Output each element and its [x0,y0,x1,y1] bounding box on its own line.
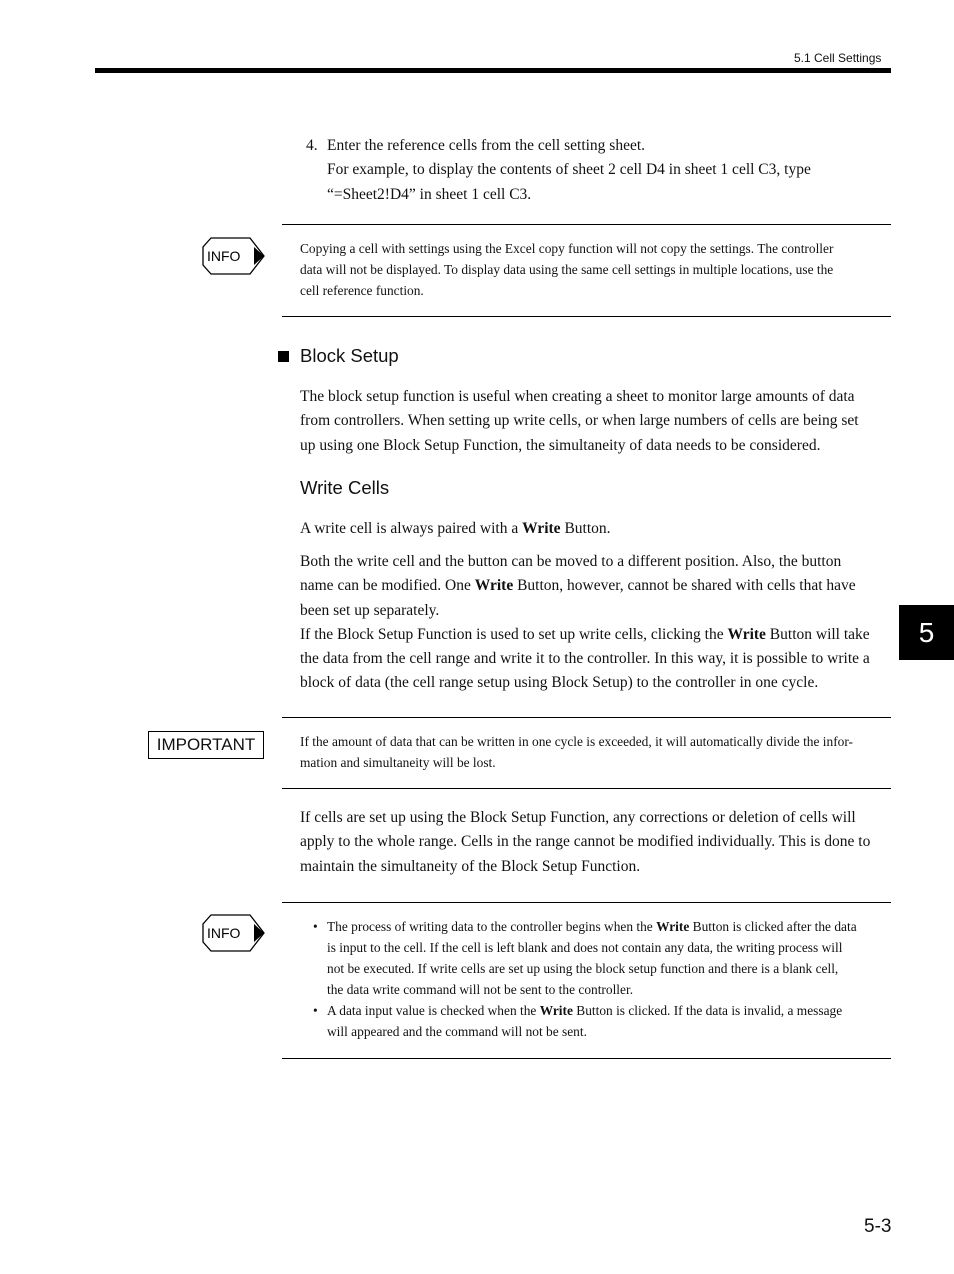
note-bottom-rule [282,788,891,789]
info-2-bullet-1-line-4: the data write command will not be sent to the controller. [327,982,634,997]
step-4-line-2: For example, to display the contents of sheet 2 cell D4 in sheet 1 cell C3, type [327,161,811,179]
bullet-glyph: • [313,919,318,934]
text-run: Button is clicked after the data [689,919,857,934]
chapter-tab: 5 [899,605,954,660]
bold-write: Write [539,1003,573,1018]
text-run: Button, however, cannot be shared with cells that have [513,577,856,595]
info-2-bullet-1-line-2: is input to the cell. If the cell is left blank and does not contain any data, the writing process will [327,940,843,955]
info-badge-label: INFO [207,248,241,264]
square-bullet-icon [278,351,289,362]
text-run: name can be modified. One [300,577,475,595]
write-cells-p3-line-2: the data from the cell range and write it to the controller. In this way, it is possible to write a [300,650,870,668]
note-bottom-rule [282,1058,891,1059]
header-rule [95,68,891,73]
info-2-bullet-1-line-3: not be executed. If write cells are set up using the block setup function and there is a blank cell, [327,961,839,976]
write-cells-p3-line-3: block of data (the cell range setup using Block Setup) to the controller in one cycle. [300,674,819,692]
info-note-1 [300,238,891,301]
list-item [300,916,895,1000]
after-important-line-2: apply to the whole range. Cells in the range cannot be modified individually. This is done to [300,833,871,851]
info-icon [202,237,266,277]
text-run: The process of writing data to the controller begins when the [327,919,657,934]
page-number: 5-3 [864,1216,892,1237]
info-badge [202,914,266,954]
important-badge: IMPORTANT [148,731,264,759]
text-run: A write cell is always paired with a [300,520,523,537]
write-cells-p2-line-1: Both the write cell and the button can be moved to a different position. Also, the button [300,553,842,570]
note-top-rule [282,224,891,225]
text-run: A data input value is checked when the [327,1003,540,1018]
after-important-line-3: maintain the simultaneity of the Block Setup Function. [300,857,641,875]
important-line-2: mation and simultaneity will be lost. [300,755,496,770]
info-note-2 [300,916,895,1042]
step-number: 4. [306,137,318,154]
block-setup-line-2: from controllers. When setting up write cells, or when large numbers of cells are being set [300,412,859,430]
bold-write: Write [522,520,561,537]
block-setup-modification-paragraph [300,806,891,879]
after-important-line-1: If cells are set up using the Block Setup Function, any corrections or deletion of cells will [300,809,856,826]
running-header: 5.1 Cell Settings [794,51,882,65]
info-icon [202,914,266,954]
note-top-rule [282,717,891,718]
bold-write: Write [474,577,514,595]
block-setup-line-1: The block setup function is useful when creating a sheet to monitor large amounts of data [300,388,855,405]
block-setup-paragraph [300,385,891,458]
text-run: Button. [560,520,611,537]
important-note [300,731,895,773]
step-4-line-3: “=Sheet2!D4” in sheet 1 cell C3. [327,185,532,203]
bold-write: Write [727,625,766,643]
step-4-line-1: Enter the reference cells from the cell setting sheet. [327,137,646,154]
info-1-line-3: cell reference function. [300,283,424,298]
step-4-text [327,134,891,207]
list-item [300,1000,895,1042]
write-cells-p2-line-3: been set up separately. [300,601,440,619]
text-run: Button is clicked. If the data is invalid, a message [572,1003,843,1018]
text-run: Button will take [765,625,870,643]
block-setup-line-3: up using one Block Setup Function, the simultaneity of data needs to be considered. [300,436,821,454]
note-bottom-rule [282,316,891,317]
text-run: If the Block Setup Function is used to set up write cells, clicking the [300,625,728,643]
write-cells-paragraph-1 [300,517,891,541]
info-1-line-2: data will not be displayed. To display data using the same cell settings in multiple locations, use the [300,262,834,277]
bullet-glyph: • [313,1003,318,1018]
bold-write: Write [656,919,690,934]
info-badge [202,237,266,277]
important-line-1: If the amount of data that can be written in one cycle is exceeded, it will automatically divide the infor- [300,734,854,749]
section-heading-block-setup: Block Setup [300,345,399,366]
info-2-bullet-2-line-2: will appeared and the command will not be sent. [327,1024,587,1039]
subheading-write-cells: Write Cells [300,477,390,498]
info-badge-label: INFO [207,925,241,941]
info-1-line-1: Copying a cell with settings using the Excel copy function will not copy the settings. The controller [300,241,834,256]
note-top-rule [282,902,891,903]
write-cells-paragraph-2 [300,550,891,696]
